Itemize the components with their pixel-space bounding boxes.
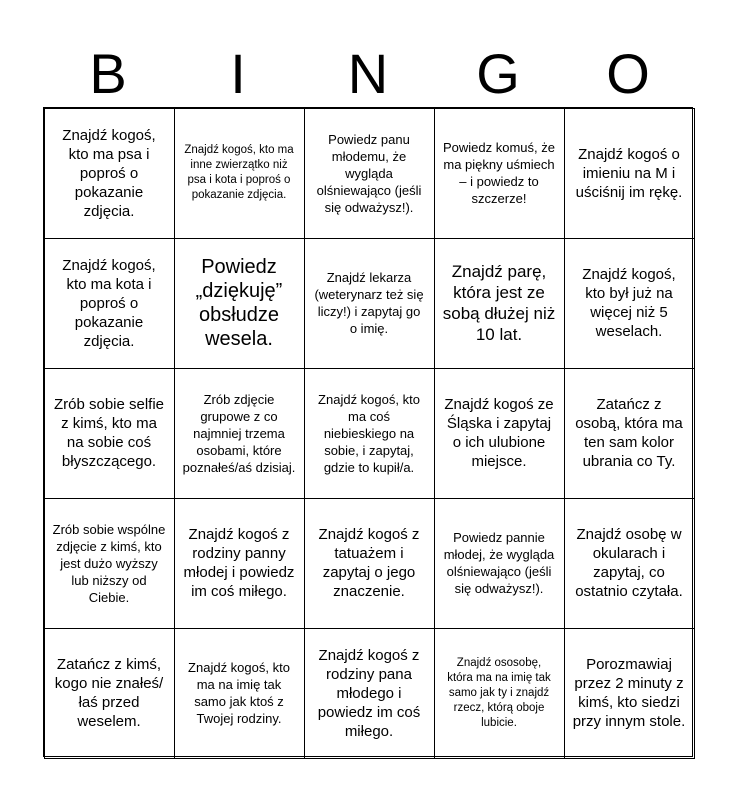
cell-text: Znajdź kogoś, kto ma inne zwierzątko niż psa i kota i poproś o pokazanie zdjęcia. — [184, 144, 294, 201]
header-letter-g: G — [476, 42, 520, 105]
bingo-cell[interactable] — [304, 498, 435, 629]
bingo-cell[interactable] — [174, 498, 305, 629]
bingo-cell[interactable] — [174, 628, 305, 759]
cell-text: Zrób zdjęcie grupowe z co najmniej trzema osobami, które poznałeś/aś dzisiaj. — [182, 391, 296, 475]
bingo-cell[interactable] — [434, 628, 565, 759]
cell-text: Zatańcz z kimś, kogo nie znałeś/łaś przed weselem. — [54, 656, 164, 730]
bingo-cell[interactable] — [44, 628, 175, 759]
bingo-cell[interactable] — [44, 108, 175, 239]
bingo-cell[interactable] — [564, 368, 695, 499]
bingo-cell[interactable] — [564, 498, 695, 629]
bingo-cell[interactable] — [304, 368, 435, 499]
bingo-cell[interactable] — [44, 498, 175, 629]
bingo-cell[interactable] — [434, 238, 565, 369]
cell-text: Znajdź parę, która jest ze sobą dłużej niż 10 lat. — [442, 262, 556, 344]
bingo-cell[interactable] — [304, 108, 435, 239]
header-letter-o: O — [606, 42, 650, 105]
cell-text: Znajdź kogoś, kto był już na więcej niż 5 weselach. — [582, 266, 676, 340]
bingo-cell[interactable] — [44, 238, 175, 369]
cell-text: Zatańcz z osobą, która ma ten sam kolor ubrania co Ty. — [575, 396, 683, 470]
cell-text: Powiedz „dziękuję” obsłudze wesela. — [195, 256, 283, 350]
cell-text: Znajdź kogoś, kto ma psa i poproś o pokazanie zdjęcia. — [62, 126, 156, 220]
bingo-header — [43, 40, 693, 108]
bingo-cell[interactable] — [174, 108, 305, 239]
cell-text: Znajdź kogoś ze Śląska i zapytaj o ich ulubione miejsce. — [444, 396, 554, 470]
bingo-cell[interactable] — [434, 108, 565, 239]
header-letter-n: N — [347, 42, 389, 105]
cell-text: Zrób sobie wspólne zdjęcie z kimś, kto jest dużo wyższy lub niższy od Ciebie. — [52, 521, 166, 605]
cell-text: Znajdź kogoś, kto ma kota i poproś o pokazanie zdjęcia. — [62, 256, 156, 350]
cell-text: Znajdź kogoś o imieniu na M i uściśnij im rękę. — [575, 145, 683, 201]
cell-text: Znajdź kogoś, kto ma na imię tak samo jak ktoś z Twojej rodziny. — [188, 660, 290, 726]
bingo-cell[interactable] — [434, 368, 565, 499]
header-letter-i: I — [230, 42, 246, 105]
bingo-cell[interactable] — [304, 238, 435, 369]
cell-text: Powiedz panu młodemu, że wygląda olśniewająco (jeśli się odważysz!). — [316, 131, 422, 215]
bingo-cell[interactable] — [174, 368, 305, 499]
cell-text: Znajdź lekarza (weterynarz też się liczy!) i zapytaj go o imię. — [314, 270, 424, 336]
bingo-cell[interactable] — [564, 238, 695, 369]
cell-text: Znajdź kogoś, kto ma coś niebieskiego na sobie, i zapytaj, gdzie to kupił/a. — [318, 391, 420, 475]
bingo-grid — [43, 107, 693, 757]
bingo-cell[interactable] — [434, 498, 565, 629]
cell-text: Powiedz komuś, że ma piękny uśmiech – i powiedz to szczerze! — [443, 140, 555, 206]
cell-text: Znajdź ososobę, która ma na imię tak samo jak ty i znajdź rzecz, którą oboje lubicie. — [447, 656, 551, 729]
cell-text: Porozmawiaj przez 2 minuty z kimś, kto siedzi przy innym stole. — [572, 656, 686, 730]
header-letter-b: B — [89, 42, 127, 105]
cell-text: Znajdź osobę w okularach i zapytaj, co ostatnio czytała. — [575, 526, 683, 600]
cell-text: Powiedz pannie młodej, że wygląda olśniewająco (jeśli się odważysz!). — [443, 530, 555, 596]
cell-text: Zrób sobie selfie z kimś, kto ma na sobie coś błyszczącego. — [53, 396, 165, 470]
cell-text: Znajdź kogoś z rodziny pana młodego i powiedz im coś miłego. — [317, 646, 421, 740]
bingo-cell[interactable] — [174, 238, 305, 369]
cell-text: Znajdź kogoś z rodziny panny młodej i powiedz im coś miłego. — [183, 526, 295, 600]
bingo-cell[interactable] — [44, 368, 175, 499]
bingo-cell[interactable] — [564, 628, 695, 759]
bingo-cell[interactable] — [304, 628, 435, 759]
cell-text: Znajdź kogoś z tatuażem i zapytaj o jego znaczenie. — [318, 526, 420, 600]
bingo-cell[interactable] — [564, 108, 695, 239]
